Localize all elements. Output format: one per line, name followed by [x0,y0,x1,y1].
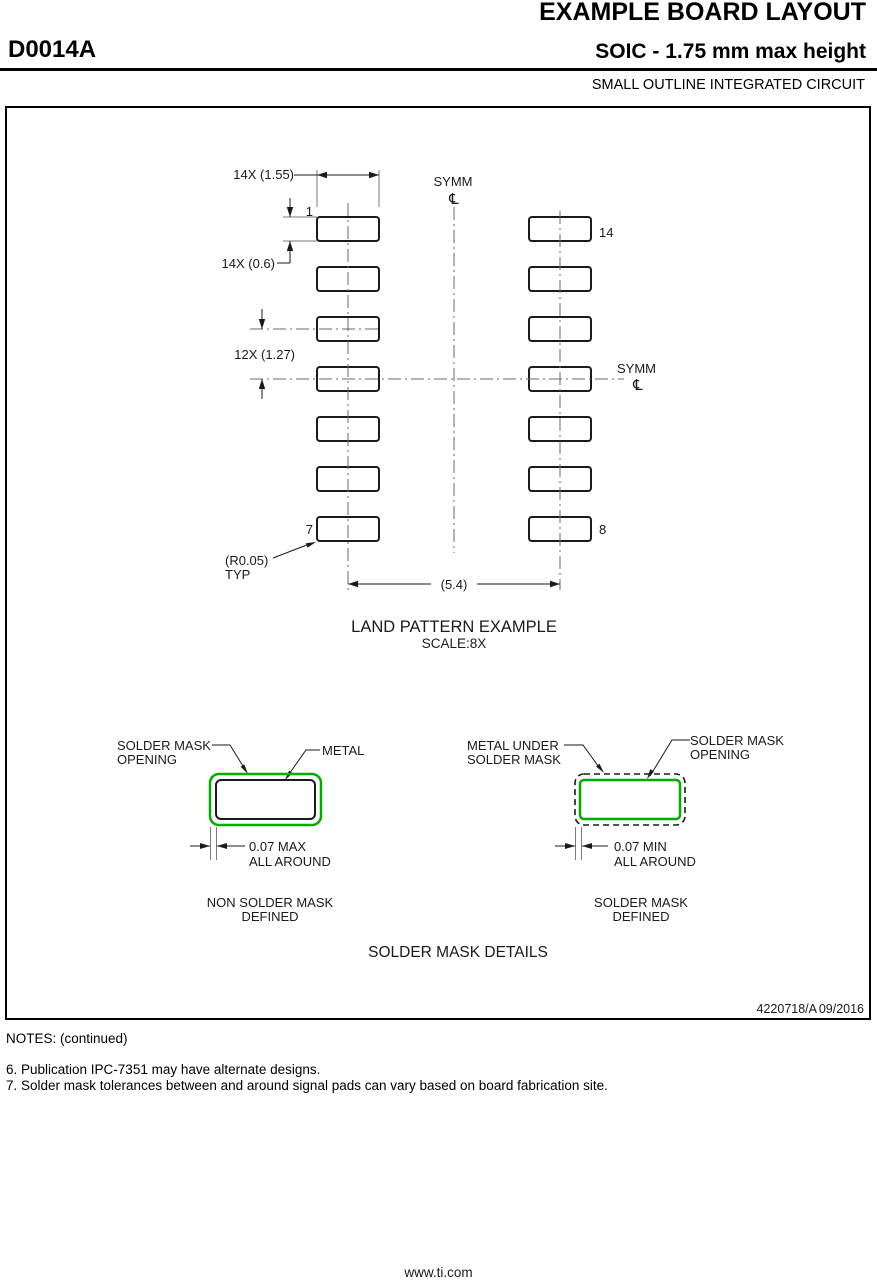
smd-caption-line2: DEFINED [612,909,670,924]
ti-url-text: www.ti.com [404,1265,473,1280]
pin-1-label: 1 [305,204,313,219]
page-title: EXAMPLE BOARD LAYOUT [539,0,866,26]
dimension-lines [190,175,690,846]
nsmd-metal-outline [216,780,315,819]
symm-top-centerline-icon: ℄ [449,190,459,208]
doc-number: 4220718/A [756,1002,817,1016]
pin-8-label: 8 [599,522,607,537]
dim-pad-height-label: 14X (0.6) [221,256,275,271]
nsmd-dim-line1: 0.07 MAX [249,839,307,854]
drawing-frame [5,106,871,1020]
package-subtitle: SOIC - 1.75 mm max height [595,40,866,63]
pin-7-label: 7 [305,522,313,537]
pin-14-label: 14 [599,225,614,240]
nsmd-caption-line1: NON SOLDER MASK [206,895,334,910]
smd-dim-line1: 0.07 MIN [614,839,667,854]
note-item-7: 7. Solder mask tolerances between and around signal pads can vary based on board fabrication site. [6,1078,608,1093]
nsmd-opening-label-line2: OPENING [117,752,177,767]
smd-dim-line2: ALL AROUND [614,854,696,869]
smd-solder-mask-opening-outline [580,780,680,819]
nsmd-dim-line2: ALL AROUND [249,854,331,869]
header-rule [0,68,877,71]
smd-caption-line1: SOLDER MASK [594,895,688,910]
dim-pad-width-label: 14X (1.55) [233,167,294,182]
radius-note-line1: (R0.05) [225,553,269,568]
note-item-6: 6. Publication IPC-7351 may have alternate designs. [6,1062,321,1077]
smd-opening-label-line2: OPENING [690,747,750,762]
dim-span-label: (5.4) [440,577,468,592]
nsmd-caption-line2: DEFINED [241,909,299,924]
board-layout-drawing [7,108,869,1018]
smd-opening-label-line1: SOLDER MASK [690,733,784,748]
notes-heading: NOTES: (continued) [6,1031,128,1046]
radius-note-line2: TYP [225,567,251,582]
symm-top-label: SYMM [433,174,473,189]
nsmd-metal-label: METAL [322,743,365,758]
symm-right-centerline-icon: ℄ [633,376,643,394]
dim-pitch-label: 12X (1.27) [234,347,295,362]
symm-right-label: SYMM [617,361,656,376]
footer-url [0,1265,877,1280]
doc-date: 09/2016 [818,1002,864,1016]
smd-metal-label-line2: SOLDER MASK [467,752,561,767]
part-number: D0014A [8,36,97,63]
land-pattern-scale: SCALE:8X [421,636,487,651]
nsmd-pad-diagram [210,774,321,825]
solder-mask-details-title: SOLDER MASK DETAILS [368,944,548,961]
nsmd-opening-label-line1: SOLDER MASK [117,738,211,753]
land-pattern-title: LAND PATTERN EXAMPLE [351,618,557,636]
smd-metal-under-mask-outline [575,774,685,825]
package-category: SMALL OUTLINE INTEGRATED CIRCUIT [591,77,865,93]
smd-pad-diagram [575,774,685,825]
smd-metal-label-line1: METAL UNDER [467,738,559,753]
